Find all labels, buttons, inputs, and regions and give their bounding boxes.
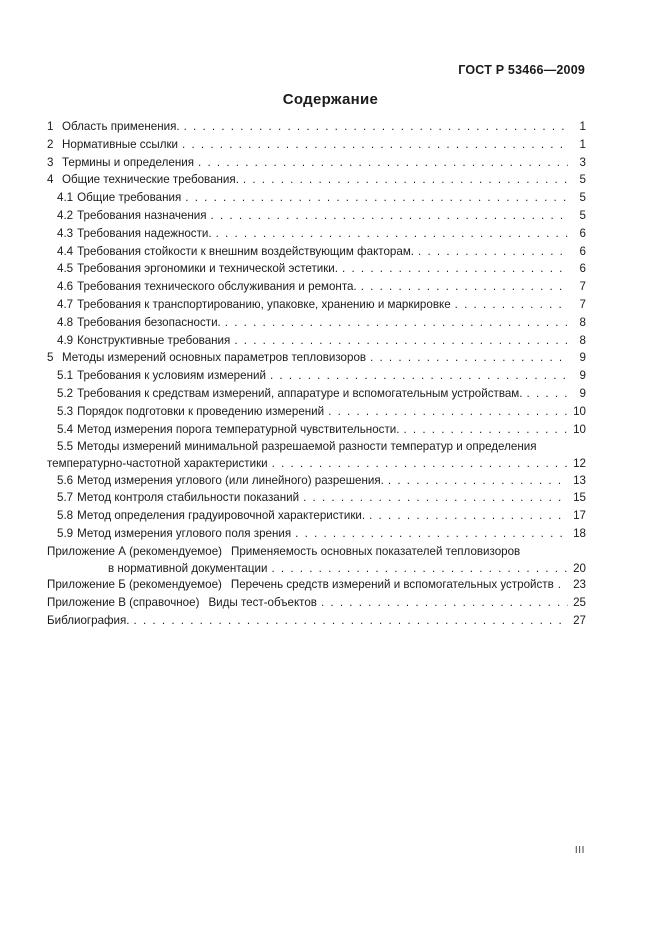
- dot-leader: [134, 612, 568, 630]
- toc-entry-number: 4.4: [57, 244, 74, 258]
- toc-page-number: 6: [579, 262, 586, 276]
- toc-entry-label: температурно-частотной характеристики: [47, 457, 268, 471]
- table-of-contents: [47, 118, 586, 629]
- toc-entry-number: 4.2: [57, 208, 74, 222]
- toc-entry-label: Область применения.: [62, 120, 180, 133]
- toc-entry: [47, 225, 586, 243]
- toc-page-number: 1: [579, 137, 586, 151]
- dot-leader: [184, 118, 568, 136]
- toc-entry-label: Метод контроля стабильности показаний: [77, 491, 300, 505]
- toc-entry: [47, 189, 586, 207]
- toc-page-number: 10: [573, 422, 586, 436]
- toc-entry-label: Методы измерений минимальной разрешаемой разности температур и определения: [77, 440, 537, 454]
- toc-entry-label: Конструктивные требования: [77, 333, 231, 347]
- toc-entry-label: Библиография.: [47, 613, 130, 627]
- toc-entry: [47, 296, 586, 314]
- toc-page-number: 5: [579, 191, 586, 205]
- toc-entry-label: Метод измерения углового (или линейного) разрешения.: [77, 473, 384, 487]
- toc-entry: [47, 349, 586, 367]
- dot-leader: [225, 314, 568, 332]
- toc-page-number: 1: [579, 120, 586, 133]
- toc-entry-number: 4.1: [57, 191, 74, 205]
- toc-entry: [47, 594, 586, 612]
- toc-page-number: 3: [579, 155, 586, 169]
- toc-entry-number: 5.8: [57, 509, 74, 523]
- toc-entry: [47, 438, 586, 456]
- toc-entry-number: Приложение А (рекомендуемое): [47, 544, 223, 558]
- toc-entry-number: 4.9: [57, 333, 74, 347]
- toc-entry-number: 4.6: [57, 280, 74, 294]
- toc-entry: [47, 260, 586, 278]
- toc-page-number: 20: [573, 561, 586, 575]
- toc-entry-label: в нормативной документации: [108, 561, 268, 575]
- toc-entry-number: Приложение В (справочное): [47, 595, 200, 609]
- dot-leader: [388, 472, 568, 490]
- toc-page-number: 18: [573, 526, 586, 540]
- toc-entry-number: 5.3: [57, 404, 74, 418]
- toc-page-number: 8: [579, 315, 586, 329]
- toc-page-number: 6: [579, 244, 586, 258]
- toc-page-number: 7: [579, 297, 586, 311]
- toc-entry-label: Общие технические требования.: [62, 173, 239, 187]
- dot-leader: [185, 189, 568, 207]
- toc-entry-number: 4.3: [57, 226, 74, 240]
- dot-leader: [321, 594, 568, 612]
- toc-entry: [47, 489, 586, 507]
- toc-entry: [47, 332, 586, 350]
- dot-leader: [234, 332, 568, 350]
- toc-entry-number: 4.8: [57, 315, 74, 329]
- toc-page-number: 13: [573, 473, 586, 487]
- toc-entry: [47, 171, 586, 189]
- toc-entry-number: 1: [47, 120, 54, 133]
- toc-entry-label: Требования безопасности.: [77, 315, 221, 329]
- toc-page-number: 5: [579, 173, 586, 187]
- toc-page-number: 8: [579, 333, 586, 347]
- toc-entry: [47, 576, 586, 594]
- dot-leader: [328, 403, 568, 421]
- dot-leader: [270, 367, 568, 385]
- toc-entry-label: Перечень средств измерений и вспомогательных устройств: [230, 577, 554, 591]
- toc-entry: [47, 118, 586, 136]
- toc-entry-label: Требования к условиям измерений: [77, 369, 266, 383]
- dot-leader: [303, 489, 568, 507]
- toc-entry-label: Метод определения градуировочной характеристики.: [77, 509, 366, 523]
- toc-entry-label: Применяемость основных показателей тепловизоров: [231, 544, 521, 558]
- toc-entry: [47, 278, 586, 296]
- toc-entry-label: Нормативные ссылки: [62, 137, 179, 151]
- toc-page-number: 10: [573, 404, 586, 418]
- toc-entry: [47, 136, 586, 154]
- toc-entry-number: 5.7: [57, 491, 74, 505]
- toc-entry: [47, 314, 586, 332]
- toc-entry: [47, 543, 586, 561]
- dot-leader: [403, 421, 568, 439]
- toc-entry-label: Требования назначения: [77, 208, 207, 222]
- toc-entry-label: Требования стойкости к внешним воздействующим факторам.: [77, 244, 415, 258]
- toc-entry-label: Требования технического обслуживания и ремонта.: [77, 280, 357, 294]
- toc-entry-number: 5.6: [57, 473, 74, 487]
- toc-entry-label: Виды тест-объектов: [208, 595, 317, 609]
- toc-page-number: 5: [579, 208, 586, 222]
- dot-leader: [369, 507, 568, 525]
- dot-leader: [216, 225, 568, 243]
- toc-entry-label: Порядок подготовки к проведению измерений: [77, 404, 325, 418]
- toc-entry-number: Приложение Б (рекомендуемое): [47, 577, 222, 591]
- toc-entry: [47, 367, 586, 385]
- toc-entry: [47, 507, 586, 525]
- toc-entry-label: Методы измерений основных параметров тепловизоров: [62, 351, 367, 365]
- toc-entry-label: Термины и определения: [62, 155, 194, 169]
- toc-entry: [47, 154, 586, 172]
- toc-entry: [47, 421, 586, 439]
- toc-entry-number: 4.7: [57, 297, 74, 311]
- toc-entry-number: 5.4: [57, 422, 74, 436]
- toc-entry-label: Требования надежности.: [77, 226, 212, 240]
- dot-leader: [558, 576, 568, 594]
- toc-page-number: 15: [573, 491, 586, 505]
- toc-entry-number: 2: [47, 137, 54, 151]
- dot-leader: [527, 385, 569, 403]
- dot-leader: [342, 260, 568, 278]
- toc-entry: [47, 385, 586, 403]
- dot-leader: [418, 243, 568, 261]
- toc-entry-number: 4.5: [57, 262, 74, 276]
- toc-entry-number: 5.5: [57, 440, 74, 454]
- dot-leader: [295, 525, 568, 543]
- dot-leader: [455, 296, 568, 314]
- dot-leader: [211, 207, 568, 225]
- toc-entry-number: 5.2: [57, 386, 74, 400]
- toc-entry-continuation: [47, 561, 586, 576]
- dot-leader: [243, 171, 568, 189]
- dot-leader: [182, 136, 568, 154]
- toc-page-number: 9: [579, 351, 586, 365]
- toc-entry-number: 5: [47, 351, 54, 365]
- toc-entry: [47, 207, 586, 225]
- toc-entry-number: 5.1: [57, 369, 74, 383]
- toc-page-number: 9: [579, 386, 586, 400]
- toc-entry-label: Требования к средствам измерений, аппаратуре и вспомогательным устройствам.: [77, 386, 523, 400]
- toc-page-number: 6: [579, 226, 586, 240]
- toc-entry-number: 5.9: [57, 526, 74, 540]
- toc-entry-label: Метод измерения порога температурной чувствительности.: [77, 422, 400, 436]
- toc-entry-continuation: [47, 456, 586, 471]
- toc-page-number: 9: [579, 369, 586, 383]
- toc-entry: [47, 472, 586, 490]
- dot-leader: [370, 349, 568, 367]
- dot-leader: [271, 561, 568, 576]
- document-code: ГОСТ Р 53466—2009: [458, 63, 585, 77]
- page-title: Содержание: [282, 91, 379, 108]
- toc-page-number: 23: [573, 577, 586, 591]
- toc-page-number: 7: [579, 280, 586, 294]
- toc-page-number: 25: [573, 595, 586, 609]
- toc-entry-number: 3: [47, 155, 54, 169]
- page-number: III: [574, 845, 585, 856]
- toc-page-number: 17: [573, 509, 586, 523]
- toc-entry-number: 4: [47, 173, 54, 187]
- toc-entry: [47, 612, 586, 630]
- toc-entry-label: Метод измерения углового поля зрения: [77, 526, 292, 540]
- dot-leader: [272, 456, 568, 471]
- toc-entry-label: Требования эргономики и технической эстетики.: [77, 262, 339, 276]
- toc-page-number: 12: [573, 457, 586, 471]
- toc-entry-label: Общие требования: [77, 191, 182, 205]
- toc-entry-label: Требования к транспортированию, упаковке, хранению и маркировке: [77, 297, 451, 311]
- toc-entry: [47, 243, 586, 261]
- toc-entry: [47, 525, 586, 543]
- toc-entry: [47, 403, 586, 421]
- dot-leader: [198, 154, 568, 172]
- dot-leader: [361, 278, 568, 296]
- toc-page-number: 27: [573, 613, 586, 627]
